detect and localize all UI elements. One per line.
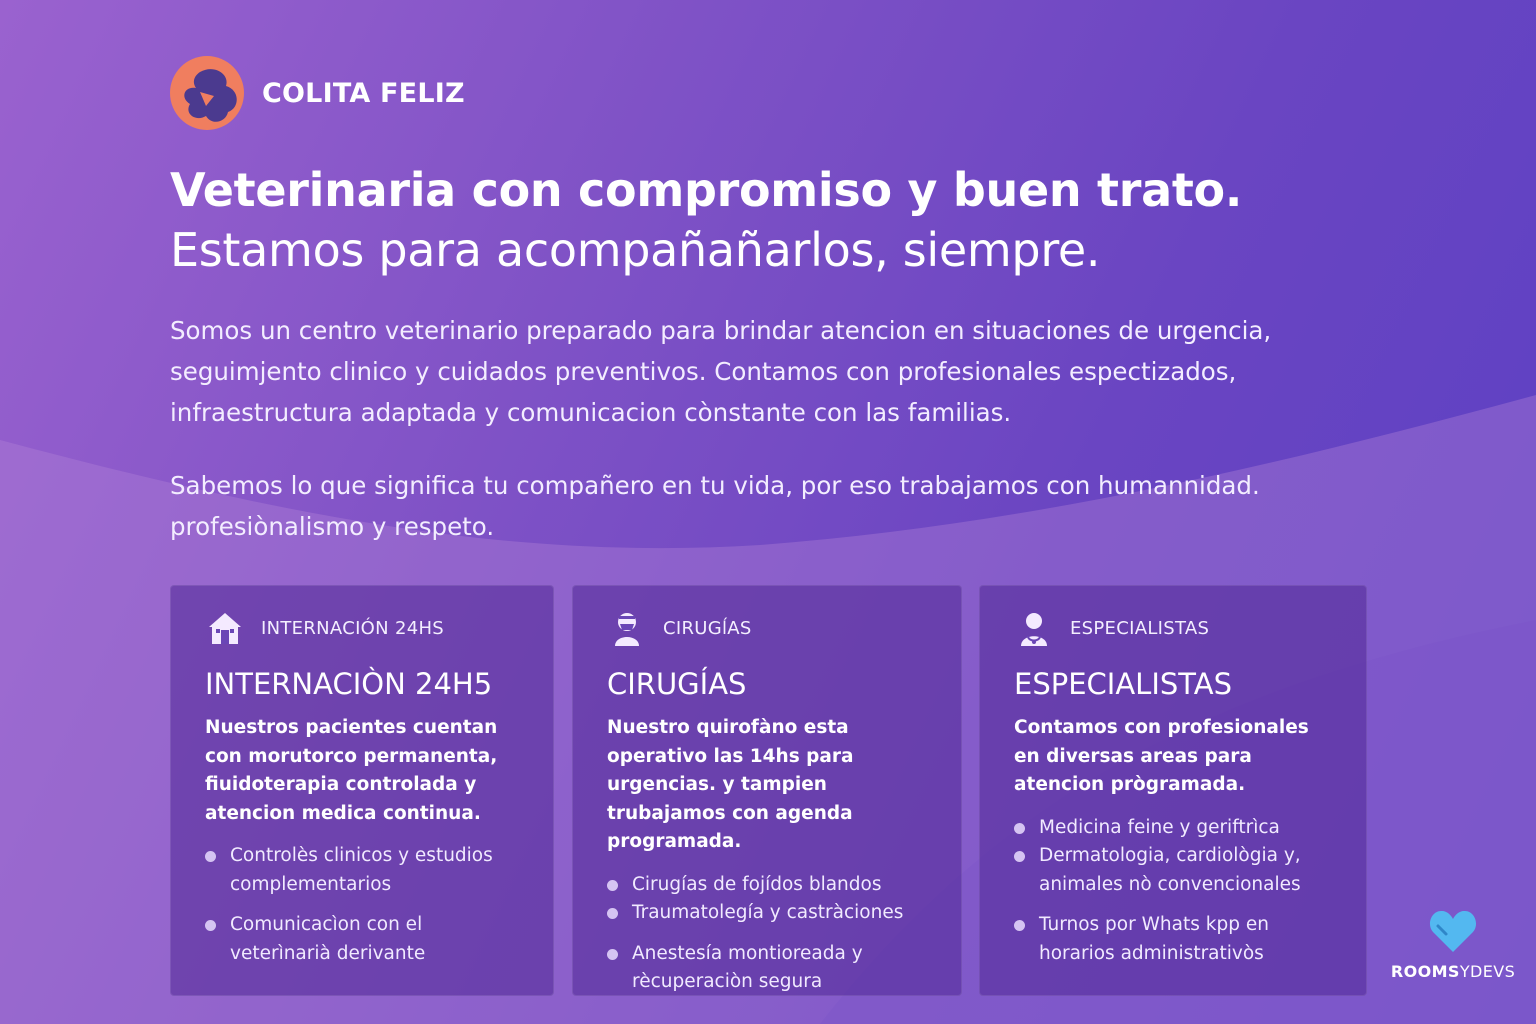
footer-brand-name bbox=[1386, 962, 1520, 981]
card-description: Nuestros pacientes cuentan con morutorco permanenta, fiuidoterapia controlada y atencion medica continua. bbox=[205, 717, 498, 824]
page-subtitle: Estamos para acompañañarlos, siempre. bbox=[170, 223, 1101, 277]
paw-tail-logo-icon bbox=[170, 56, 244, 130]
list-item: Traumatolegía y castràciones bbox=[607, 899, 929, 928]
card-title: CIRUGÍAS bbox=[607, 667, 747, 701]
footer-brand bbox=[1386, 908, 1520, 981]
list-item: Anestesía montioreada y rècuperaciòn segura bbox=[607, 940, 929, 997]
intro-paragraph-1: Somos un centro veterinario preparado para brindar atencion en situaciones de urgencia, seguimjento clinico y cuidados preventivos. Contamos con profesionales espectizados, infraestructura adaptada y comunicacion cònstante con las familias. bbox=[170, 316, 1272, 427]
specialist-icon bbox=[1014, 608, 1054, 648]
brand-header bbox=[170, 56, 465, 130]
intro-text bbox=[170, 310, 1370, 547]
card-list bbox=[205, 842, 521, 968]
card-tag: CIRUGĺAS bbox=[663, 617, 752, 639]
list-item: Controlès clinicos y estudios complementarios bbox=[205, 842, 521, 899]
card-description: Contamos con profesionales en diversas areas para atencion prògramada. bbox=[1014, 717, 1309, 795]
surgeon-icon bbox=[607, 608, 647, 648]
list-item: Dermatologia, cardiològia y, animales nò convencionales bbox=[1014, 842, 1334, 899]
card-list bbox=[607, 871, 929, 997]
list-item: Medicina feine y geriftrìca bbox=[1014, 814, 1334, 843]
brand-name: COLITA FELIZ bbox=[262, 77, 465, 109]
card-internacion bbox=[170, 585, 554, 996]
footer-name-bold: ROOMS bbox=[1390, 962, 1460, 981]
footer-name-light: YDEVS bbox=[1459, 962, 1516, 981]
page-title: Veterinaria con compromiso y buen trato. bbox=[170, 163, 1242, 217]
house-icon bbox=[205, 608, 245, 648]
card-title: INTERNACIÒN 24H5 bbox=[205, 667, 493, 701]
hero-headline bbox=[170, 160, 1370, 280]
card-cirugias bbox=[572, 585, 962, 996]
card-tag: INTERNACIÓN 24HS bbox=[261, 617, 445, 639]
card-especialistas bbox=[979, 585, 1367, 996]
card-title: ESPECIALISTAS bbox=[1014, 667, 1233, 701]
card-list bbox=[1014, 814, 1334, 969]
list-item: Comunicacìon con el veterìnarià derivante bbox=[205, 911, 521, 968]
list-item: Turnos por Whats kpp en horarios administrativòs bbox=[1014, 911, 1334, 968]
list-item: Cirugías de fojídos blandos bbox=[607, 871, 929, 900]
intro-paragraph-2: Sabemos lo que significa tu compañero en tu vida, por eso trabajamos con humannidad. profesiònalismo y respeto. bbox=[170, 471, 1260, 541]
card-description: Nuestro quirofàno esta operativo las 14hs para urgencias. y tampien trubajamos con agenda programada. bbox=[607, 717, 854, 852]
card-tag: ESPECIALISTAS bbox=[1070, 617, 1210, 639]
heart-logo-icon bbox=[1428, 908, 1478, 954]
